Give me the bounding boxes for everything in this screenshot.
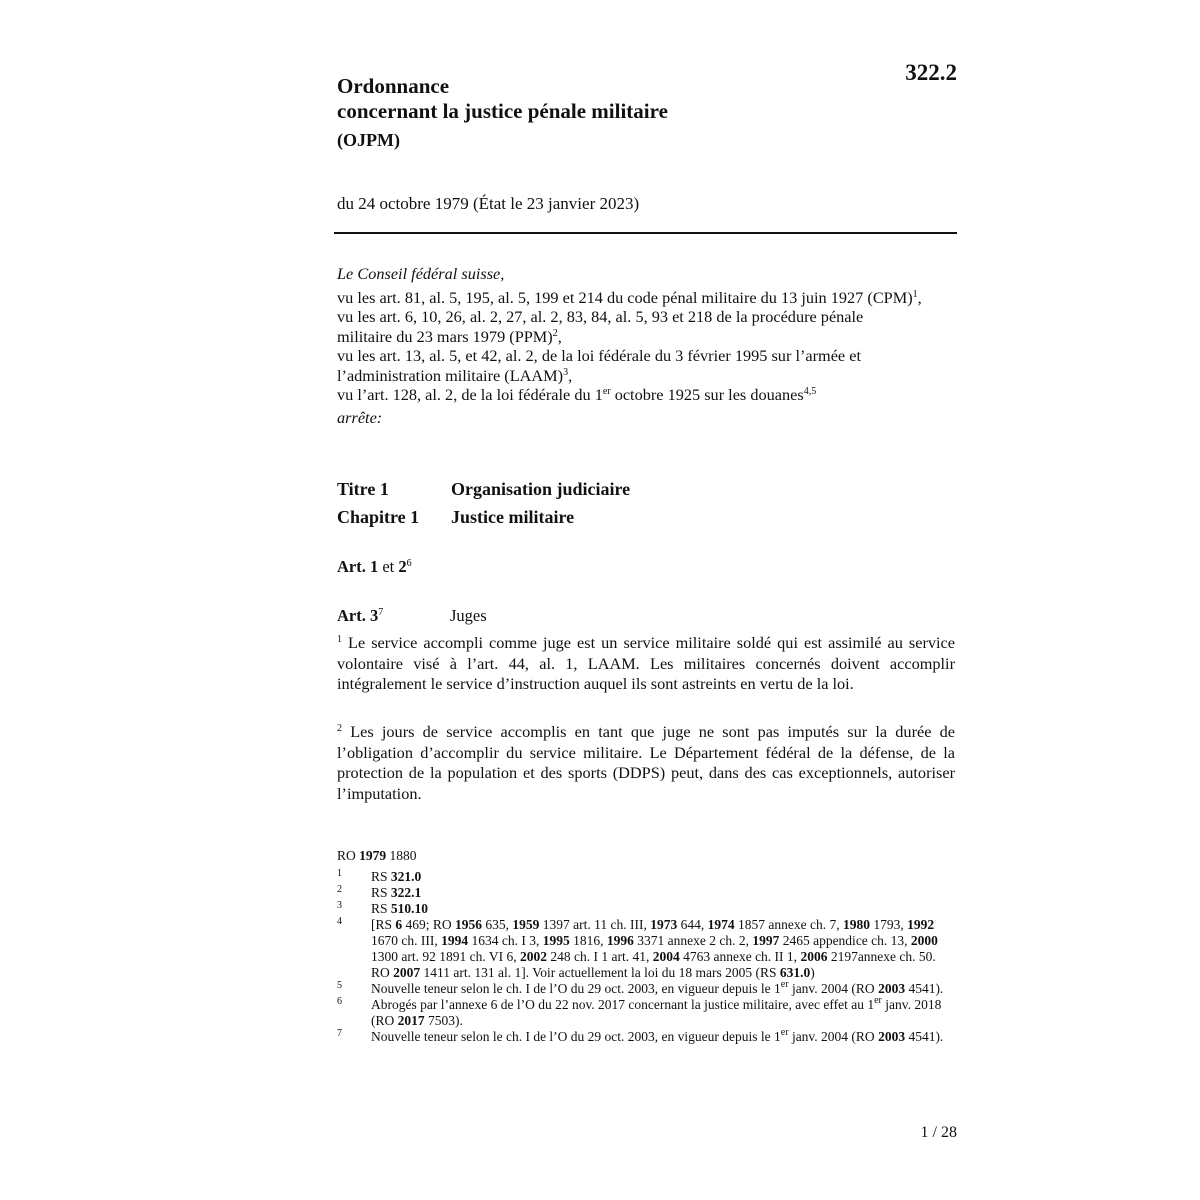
- document-title: [337, 74, 668, 124]
- document-date: du 24 octobre 1979 (État le 23 janvier 2023): [337, 194, 640, 213]
- footnote: 7 Nouvelle teneur selon le ch. I de l’O du 29 oct. 2003, en vigueur depuis le 1er janv. 2004 (RO 2003 4541).: [337, 1027, 944, 1044]
- footnote: 4 [RS 6 469; RO 1956 635, 1959 1397 art. 11 ch. III, 1973 644, 1974 1857 annexe ch. 7, 1980 1793, 1992 1670 ch. III, 1994 1634 ch. I 3, 1995 1816, 1996 3371 annexe 2 ch. 2, 1997 2465 appendice ch. 13, 2000 1300 art. 92 1891 ch. VI 6, 2002 248 ch. I 1 art. 41, 2004 4763 annexe ch. II 1, 2006 2197annexe ch. 50. RO 2007 1411 art. 131 al. 1]. Voir actuellement la loi du 18 mars 2005 (RS 631.0): [337, 916, 938, 980]
- article-1-2-heading: Art. 1 et $2^6$: [337, 557, 412, 576]
- preamble-line: militaire du 23 mars 1979 (PPM)$^2$,: [337, 326, 562, 346]
- title-line-1: Ordonnance: [337, 74, 450, 98]
- footnote: 6 Abrogés par l’annexe 6 de l’O du 22 nov. 2017 concernant la justice militaire, avec effet au 1er janv. 2018 (RO 2017 7503).: [337, 995, 942, 1028]
- document-page: [337, 0, 957, 1200]
- footnote: 5 Nouvelle teneur selon le ch. I de l’O du 29 oct. 2003, en vigueur depuis le 1er janv. 2004 (RO 2003 4541).: [337, 979, 944, 996]
- page-number: 1 / 28: [920, 1124, 957, 1141]
- sr-number: 322.2: [905, 60, 957, 85]
- preamble: [337, 264, 957, 427]
- footnotes: [337, 848, 957, 1045]
- footnote-ro: RO 1979 1880: [337, 848, 417, 863]
- title-line-2: concernant la justice pénale militaire: [337, 99, 668, 123]
- document-abbreviation: (OJPM): [337, 130, 400, 150]
- article-3-heading: Art. $3^7$ Juges: [337, 606, 487, 625]
- preamble-line: vu les art. 81, al. 5, 195, al. 5, 199 et 214 du code pénal militaire du 13 juin 1927 (CPM)$^1$,: [337, 287, 922, 307]
- preamble-line: vu l’art. 128, al. 2, de la loi fédérale du 1er octobre 1925 sur les douanes$^{4,5}$: [337, 385, 817, 404]
- preamble-line: vu les art. 6, 10, 26, al. 2, 27, al. 2, 83, 84, al. 5, 93 et 218 de la procédure pénale: [337, 307, 864, 326]
- header-divider: [334, 232, 957, 234]
- chapitre-heading: [337, 507, 574, 528]
- preamble-line: vu les art. 13, al. 5, et 42, al. 2, de la loi fédérale du 3 février 1995 sur l’armée et: [337, 346, 861, 365]
- article-3-paragraph-1: $^1$ Le service accompli comme juge est un service militaire soldé qui est assimilé au service volontaire visé à l’art. 44, al. 1, LAAM. Les militaires concernés doivent accomplir intégralement le service d’instruction auquel ils sont astreints en vertu de la loi.: [337, 633, 955, 693]
- preamble-decree: arrête:: [337, 407, 383, 427]
- titre-label: Titre 1: [337, 479, 389, 499]
- chapitre-text: Justice militaire: [451, 507, 575, 527]
- footnote: 2 RS 322.1: [337, 884, 422, 900]
- article-3-paragraph-2: $^2$ Les jours de service accomplis en tant que juge ne sont pas imputés sur la durée de l’obligation d’accomplir du service militaire. Le Département fédéral de la défense, de la protection de la population et des sports (DDPS) peut, dans des cas exceptionnels, autoriser l’imputation.: [337, 722, 955, 803]
- preamble-line: l’administration militaire (LAAM)$^3$,: [337, 365, 573, 385]
- titre-heading: [337, 479, 630, 500]
- titre-text: Organisation judiciaire: [451, 479, 631, 499]
- footnote: 3 RS 510.10: [337, 900, 429, 916]
- chapitre-label: Chapitre 1: [337, 507, 420, 527]
- footnote: 1 RS 321.0: [337, 868, 422, 884]
- article-3-title: Juges: [450, 606, 487, 625]
- preamble-authority: Le Conseil fédéral suisse,: [337, 264, 505, 283]
